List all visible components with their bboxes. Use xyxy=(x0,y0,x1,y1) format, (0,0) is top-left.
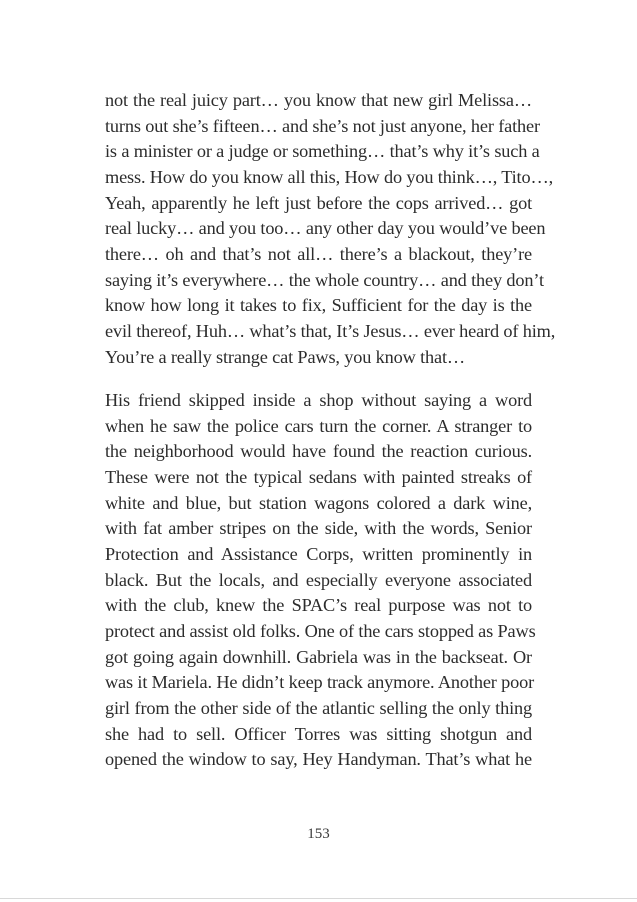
text-line: there… oh and that’s not all… there’s a blackout, they’re xyxy=(105,243,532,264)
text-line: got going again downhill. Gabriela was in the backseat. Or xyxy=(105,646,532,667)
text-line: is a minister or a judge or something… that’s why it’s such a xyxy=(105,141,540,162)
text-line: girl from the other side of the atlantic selling the only thing xyxy=(105,697,532,718)
text-line: mess. How do you know all this, How do you think…, Tito…, xyxy=(105,166,554,187)
text-line: with fat amber stripes on the side, with the words, Senior xyxy=(105,518,532,539)
text-line: was it Mariela. He didn’t keep track anymore. Another poor xyxy=(105,672,535,693)
text-line: These were not the typical sedans with painted streaks of xyxy=(105,466,532,487)
text-line: turns out she’s fifteen… and she’s not just anyone, her father xyxy=(105,115,540,136)
text-line: protect and assist old folks. One of the cars stopped as Paws xyxy=(105,620,536,641)
text-line: Protection and Assistance Corps, written prominently in xyxy=(105,543,532,564)
text-line: not the real juicy part… you know that new girl Melissa… xyxy=(105,90,532,110)
text-line: Yeah, apparently he left just before the cops arrived… got xyxy=(105,192,532,213)
text-line: the neighborhood would have found the reaction curious. xyxy=(105,441,532,462)
text-line: You’re a really strange cat Paws, you know that… xyxy=(105,346,466,367)
paragraph-police-cars xyxy=(105,388,536,773)
paragraph-dialogue xyxy=(105,88,556,370)
text-line: opened the window to say, Hey Handyman. That’s what he xyxy=(105,749,532,770)
text-line: white and blue, but station wagons colored a dark wine, xyxy=(105,492,532,513)
page-bottom-divider xyxy=(0,898,637,899)
text-line: with the club, knew the SPAC’s real purpose was not to xyxy=(105,595,532,616)
text-line: evil thereof, Huh… what’s that, It’s Jesus… ever heard of him, xyxy=(105,320,556,341)
text-line: when he saw the police cars turn the corner. A stranger to xyxy=(105,415,532,436)
text-line: she had to sell. Officer Torres was sitting shotgun and xyxy=(105,723,532,744)
text-line: saying it’s everywhere… the whole country… and they don’t xyxy=(105,269,544,290)
text-line: real lucky… and you too… any other day you would’ve been xyxy=(105,218,546,239)
text-line: black. But the locals, and especially everyone associated xyxy=(105,569,532,590)
page-number: 153 xyxy=(307,826,330,842)
text-line: know how long it takes to fix, Sufficient for the day is the xyxy=(105,295,532,316)
text-line: His friend skipped inside a shop without saying a word xyxy=(105,390,532,410)
